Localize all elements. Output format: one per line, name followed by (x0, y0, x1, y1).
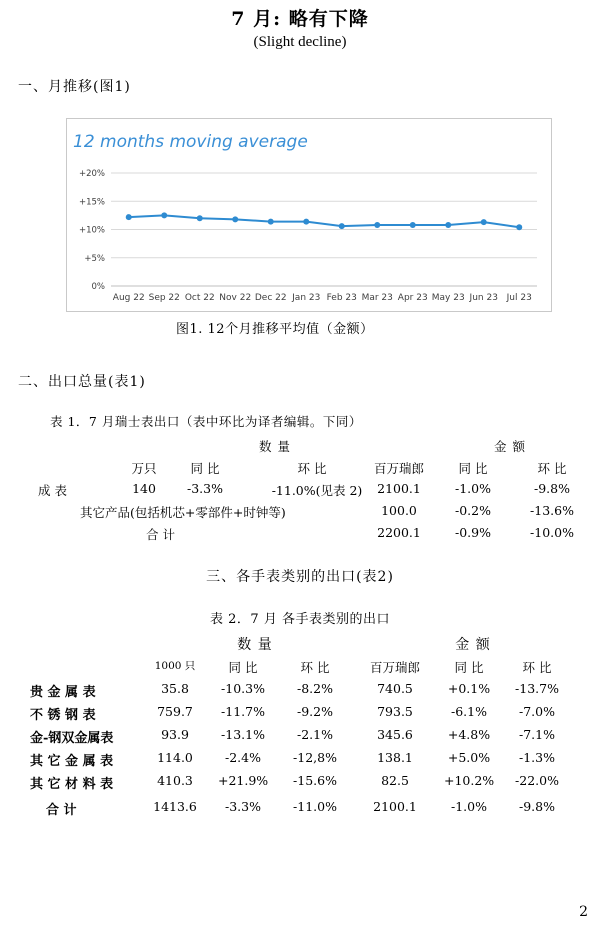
table-cell: -8.2% (297, 681, 333, 696)
table-row-label: 金-钢双金属表 (30, 731, 114, 746)
y-tick-label: +10% (78, 225, 105, 236)
table-2-col-header: 百万瑞郎 (369, 660, 420, 675)
table-cell: -22.0% (515, 773, 559, 788)
x-tick-label: May 23 (431, 293, 465, 303)
section-2-heading: 二、出口总量(表1) (18, 374, 146, 390)
table-cell: 35.8 (161, 681, 189, 696)
x-tick-label: Apr 23 (397, 293, 428, 303)
x-tick-label: Jun 23 (469, 293, 498, 303)
table-1-col-header: 同 比 (458, 461, 488, 476)
table-cell: 759.7 (157, 704, 193, 719)
y-tick-label: +20% (78, 169, 105, 179)
table-cell: -13.1% (221, 727, 265, 742)
table-2-group-value: 金 额 (455, 637, 491, 653)
table-row-label: 不 锈 钢 表 (30, 708, 96, 723)
x-tick-label: Oct 22 (184, 293, 215, 303)
table-cell: -1.3% (519, 750, 555, 765)
table-row-label: 合 计 (46, 803, 77, 818)
table-2-caption: 表 2．7 月 各手表类别的出口 (210, 612, 390, 627)
table-row-label: 贵 金 属 表 (30, 685, 96, 700)
table-cell: -13.6% (530, 503, 574, 518)
y-tick-label: 0% (91, 282, 105, 292)
y-tick-label: +5% (84, 253, 105, 264)
table-cell: -12,8% (293, 750, 337, 765)
table-cell: -15.6% (293, 773, 337, 788)
table-cell: 2200.1 (377, 525, 421, 540)
table-cell: -3.3% (187, 481, 223, 496)
table-cell: 82.5 (381, 773, 409, 788)
x-tick-label: Mar 23 (361, 293, 393, 303)
table-1-col-header: 环 比 (297, 461, 327, 476)
table-2-group-quantity: 数 量 (237, 637, 273, 653)
table-cell: +5.0% (447, 750, 491, 765)
table-cell: -11.0% (293, 799, 337, 814)
table-1-col-header: 百万瑞郎 (373, 461, 424, 476)
table-cell: +4.8% (447, 727, 491, 742)
table-cell: -11.7% (221, 704, 265, 719)
table-row-label: 其 它 材 料 表 (30, 777, 114, 792)
section-1-heading: 一、月推移(图1) (18, 79, 131, 95)
table-row-label: 其它产品(包括机芯+零部件+时钟等) (80, 505, 286, 520)
table-2-col-header: 1000 只 (154, 660, 196, 672)
table-cell: -9.8% (519, 799, 555, 814)
table-2-col-header: 环 比 (522, 660, 552, 675)
table-cell: 740.5 (377, 681, 413, 696)
table-1-group-value: 金 额 (494, 439, 526, 454)
table-cell: -1.0% (455, 481, 491, 496)
table-cell: -1.0% (451, 799, 487, 814)
table-1-caption: 表 1．7 月瑞士表出口（表中环比为译者编辑。下同） (50, 414, 362, 429)
table-row-label: 合 计 (146, 527, 175, 542)
x-tick-label: Sep 22 (148, 293, 180, 303)
x-tick-label: Aug 22 (112, 293, 145, 303)
table-cell: -9.8% (534, 481, 570, 496)
table-cell: -9.2% (297, 704, 333, 719)
table-cell: -0.9% (455, 525, 491, 540)
table-row-label: 成 表 (38, 483, 67, 498)
table-cell: 140 (132, 481, 156, 496)
x-tick-label: Nov 22 (219, 293, 252, 303)
table-cell: -11.0%(见表 2) (271, 483, 363, 498)
table-cell: -3.3% (225, 799, 261, 814)
table-cell: -10.0% (530, 525, 574, 540)
table-cell: -2.1% (297, 727, 333, 742)
table-row-label: 其 它 金 属 表 (30, 754, 114, 769)
table-cell: -6.1% (451, 704, 487, 719)
table-1-col-header: 万只 (131, 461, 157, 476)
table-1-group-quantity: 数 量 (259, 439, 291, 454)
table-cell: 100.0 (381, 503, 417, 518)
table-cell: -13.7% (515, 681, 559, 696)
table-cell: 345.6 (377, 727, 413, 742)
table-cell: -2.4% (225, 750, 261, 765)
table-cell: +10.2% (444, 773, 495, 788)
table-1-col-header: 同 比 (190, 461, 220, 476)
chart-title: 12 months moving average (73, 132, 308, 152)
page-title: 7 月: 略有下降 (231, 8, 369, 30)
table-cell: +0.1% (447, 681, 491, 696)
table-cell: 138.1 (377, 750, 413, 765)
table-cell: +21.9% (218, 773, 269, 788)
table-2-col-header: 同 比 (454, 660, 484, 675)
x-tick-label: Feb 23 (326, 293, 357, 303)
x-tick-label: Jul 23 (506, 293, 532, 303)
table-cell: 793.5 (377, 704, 413, 719)
table-2-col-header: 环 比 (300, 660, 330, 675)
table-cell: 114.0 (157, 750, 193, 765)
table-cell: -7.1% (519, 727, 555, 742)
table-cell: 2100.1 (377, 481, 421, 496)
table-cell: -10.3% (221, 681, 265, 696)
y-tick-label: +15% (78, 197, 105, 208)
table-cell: -0.2% (455, 503, 491, 518)
table-cell: -7.0% (519, 704, 555, 719)
x-tick-label: Jan 23 (292, 293, 321, 303)
table-cell: 1413.6 (153, 799, 197, 814)
page-number: 2 (579, 904, 588, 920)
table-cell: 2100.1 (373, 799, 417, 814)
table-cell: 410.3 (157, 773, 193, 788)
section-3-heading: 三、各手表类别的出口(表2) (206, 569, 394, 585)
figure-caption: 图1. 12个月推移平均值（金额） (176, 322, 374, 337)
page-subtitle: (Slight decline) (253, 34, 347, 50)
x-tick-label: Dec 22 (254, 293, 287, 303)
table-1-col-header: 环 比 (537, 461, 567, 476)
table-cell: 93.9 (161, 727, 189, 742)
table-2-col-header: 同 比 (228, 660, 258, 675)
